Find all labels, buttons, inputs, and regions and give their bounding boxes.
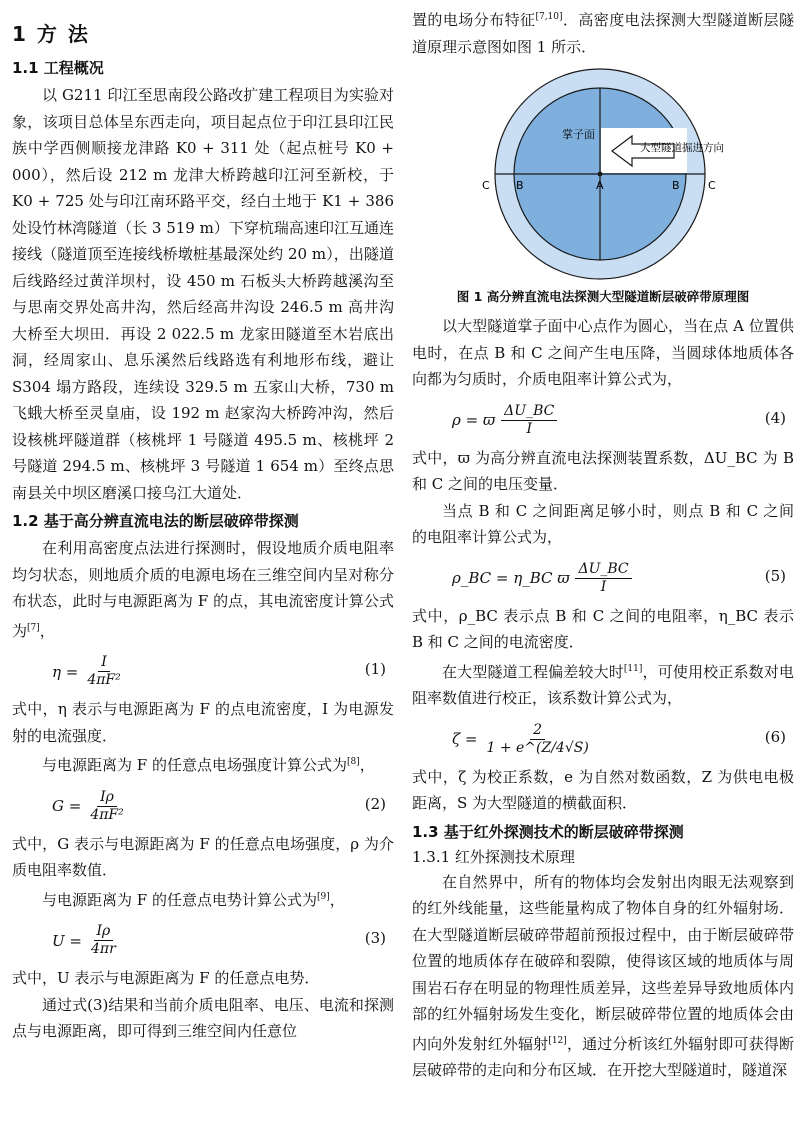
eq-lhs: ρ_BC = η_BC ϖ <box>452 569 570 587</box>
citation: [7,10] <box>535 12 563 22</box>
eq-lhs: G = <box>52 797 82 815</box>
text: 与电源距离为 F 的任意点电场强度计算公式为 <box>42 756 347 774</box>
label-a: A <box>596 179 604 192</box>
paragraph-project-overview: 以 G211 印江至思南段公路改扩建工程项目为实验对象，该项目总体呈东西走向，项目起点位于印江县印江民族中学西侧顺接龙津路 K0 + 311 处（起点桩号 K0 + 000），然后设 212 m 龙津大桥跨越印江河至新校，于 K0 + 725 处与印江南环路平交，经白土地于 K1 + 386 处设竹林湾隧道（长 3 519 m）下穿杭瑞高速印江互通连接线（隧道顶至连接线桥墩桩基最深处约 20 m），出隧道后线路经过黄洋坝村，设 450 m 石板头大桥跨越溪沟至与思南交界处高井沟，然后经高井沟设 246.5 m 高井沟大桥至大坝田．再设 2 022.5 m 龙家田隧道至木岩底出洞，经周家山、息乐溪然后线路选有利地形布线，避让 S304 塌方路段，连续设 329.5 m 五家山大桥，730 m 飞蛾大桥至灵皇庙，设 192 m 赵家沟大桥跨冲沟，然后设核桃坪隧道群（核桃坪 1 号隧道 495.5 m、核桃坪 2 号隧道 294.5 m、核桃坪 3 号隧道 1 654 m）至终点思南县关中坝区磨溪口接乌江大道处． <box>12 86 394 502</box>
text: 在大型隧道工程偏差较大时 <box>442 662 624 681</box>
eq-fraction <box>88 923 119 958</box>
citation: [9] <box>316 891 330 902</box>
eq-lhs: ρ = ϖ <box>452 411 496 429</box>
eq-numerator: ΔU_BC <box>501 403 557 421</box>
text: ， <box>359 756 375 774</box>
eq-fraction <box>575 561 631 596</box>
label-excavation-direction: 大型隧道掘进方向 <box>640 142 724 154</box>
eq-lhs: U = <box>52 931 82 950</box>
section-heading-1-3-1: 1.3.1 红外探测技术原理 <box>412 847 575 866</box>
eq-fraction <box>501 403 557 438</box>
text: 置的电场分布特征 <box>412 11 536 29</box>
paragraph-eq4-explain: 式中，ϖ 为高分辨直流电法探测装置系数，ΔU_BC 为 B 和 C 之间的电压变量． <box>412 448 794 493</box>
section-heading-1-1: 1.1 工程概况 <box>12 59 104 77</box>
eq-numerator: 2 <box>530 722 545 740</box>
equation-number: (3) <box>364 929 386 947</box>
citation: [11] <box>623 663 643 674</box>
paragraph-infrared-principle <box>412 869 794 1084</box>
paragraph-correction-intro <box>412 656 794 712</box>
equation-number: (2) <box>364 794 386 813</box>
label-c-right: C <box>708 179 716 192</box>
eq-fraction <box>87 789 126 824</box>
paragraph-field-intro <box>12 749 394 779</box>
equation-number: (6) <box>764 727 786 746</box>
text: ， <box>329 890 345 909</box>
right-column <box>412 0 794 1134</box>
figure-diagram <box>412 66 794 281</box>
paragraph-eq3-explain: 式中，U 表示与电源距离为 F 的任意点电势． <box>12 969 320 987</box>
paragraph-potential-intro <box>12 884 394 914</box>
eq-denominator: I <box>600 578 607 595</box>
paragraph-eq2-explain: 式中，G 表示与电源距离为 F 的任意点电场强度，ρ 为介质电阻率数值． <box>12 834 394 879</box>
paragraph-bc-intro: 当点 B 和 C 之间距离足够小时，则点 B 和 C 之间的电阻率计算公式为， <box>412 501 794 546</box>
label-tunnel-face: 掌子面 <box>562 128 595 141</box>
equation-5 <box>412 555 794 599</box>
equation-1 <box>12 648 394 692</box>
eq-numerator: I <box>98 654 110 672</box>
eq-numerator: ΔU_BC <box>575 561 631 579</box>
text: ．高密度电法探测大型隧道断层隧道原理示意图如图 1 所示． <box>412 11 794 56</box>
citation: [8] <box>346 757 360 767</box>
paragraph-eq1-explain: 式中，η 表示与电源距离为 F 的点电流密度，I 为电源发射的电流强度． <box>12 700 394 745</box>
section-heading-1-2: 1.2 基于高分辨直流电法的断层破碎带探测 <box>12 512 299 530</box>
label-c-left: C <box>482 179 490 192</box>
eq-denominator: 1 + e^(Z/4√S) <box>486 739 589 756</box>
section-heading-1-3: 1.3 基于红外探测技术的断层破碎带探测 <box>412 822 684 841</box>
citation: [12] <box>548 1035 567 1046</box>
equation-2 <box>12 783 394 827</box>
left-column <box>12 0 394 1134</box>
paragraph-current-density <box>12 535 394 644</box>
figure-caption: 图 1 高分辨直流电法探测大型隧道断层破碎带原理图 <box>456 289 750 304</box>
point-a-marker <box>598 172 603 177</box>
text: ，通过分析该红外辐射即可获得断层破碎带的走向和分布区域．在开挖大型隧道时，隧道深 <box>412 1034 794 1079</box>
eq-numerator: Iρ <box>97 789 117 807</box>
paragraph-eq5-explain: 式中，ρ_BC 表示点 B 和 C 之间的电阻率，η_BC 表示 B 和 C 之间的电流密度． <box>412 606 794 651</box>
text: ，可使用校正系数对电阻率数值进行校正，该系数计算公式为， <box>412 662 794 707</box>
text: 在利用高密度点法进行探测时，假设地质介质电阻率均匀状态，则地质介质的电源电场在三维空间内呈对称分布状态，此时与电源距离为 F 的点，其电流密度计算公式为 <box>12 539 394 640</box>
equation-number: (1) <box>364 660 386 678</box>
eq-denominator: 4πF² <box>87 672 121 688</box>
equation-number: (4) <box>764 408 786 427</box>
eq-numerator: Iρ <box>94 923 114 941</box>
text: ， <box>39 621 55 640</box>
eq-denominator: I <box>526 420 532 437</box>
paragraph-eq6-explain: 式中，ζ 为校正系数，e 为自然对数函数，Z 为供电电极距离，S 为大型隧道的横截面积． <box>412 767 794 812</box>
label-b-right: B <box>672 179 680 192</box>
equation-number: (5) <box>764 566 786 585</box>
text: 与电源距离为 F 的任意点电势计算公式为 <box>42 890 317 909</box>
eq-lhs: ζ = <box>452 730 478 748</box>
paragraph-continuation: 通过式(3)结果和当前介质电阻率、电压、电流和探测点与电源距离，即可得到三维空间内任意位 <box>12 995 394 1040</box>
label-b-left: B <box>516 179 524 192</box>
figure-1 <box>412 66 794 281</box>
eq-fraction <box>483 722 591 757</box>
text: 在自然界中，所有的物体均会发射出肉眼无法观察到的红外线能量，这些能量构成了物体自身的红外辐射场．在大型隧道断层破碎带超前预报过程中，由于断层破碎带位置的地质体存在破碎和裂隙，使得该区域的地质体与周围岩石存在明显的物理性质差异，这些差异导致地质体内部的红外辐射场发生变化，断层破碎带位置的地质体会由内向外发射红外辐射 <box>412 872 794 1053</box>
equation-4 <box>412 397 794 441</box>
paragraph-resistivity-intro: 以大型隧道掌子面中心点作为圆心，当在点 A 位置供电时，在点 B 和 C 之间产生电压降，当圆球体地质体各向都为匀质时，介质电阻率计算公式为， <box>412 317 794 388</box>
section-heading-1: 1 方 法 <box>12 22 90 46</box>
paragraph-field-distribution <box>412 4 794 60</box>
eq-denominator: 4πF² <box>90 806 124 823</box>
eq-fraction <box>84 654 123 689</box>
equation-6 <box>412 716 794 760</box>
equation-3 <box>12 917 394 961</box>
eq-denominator: 4πr <box>90 941 116 957</box>
eq-lhs: η = <box>52 662 79 681</box>
citation: [7] <box>27 622 40 633</box>
